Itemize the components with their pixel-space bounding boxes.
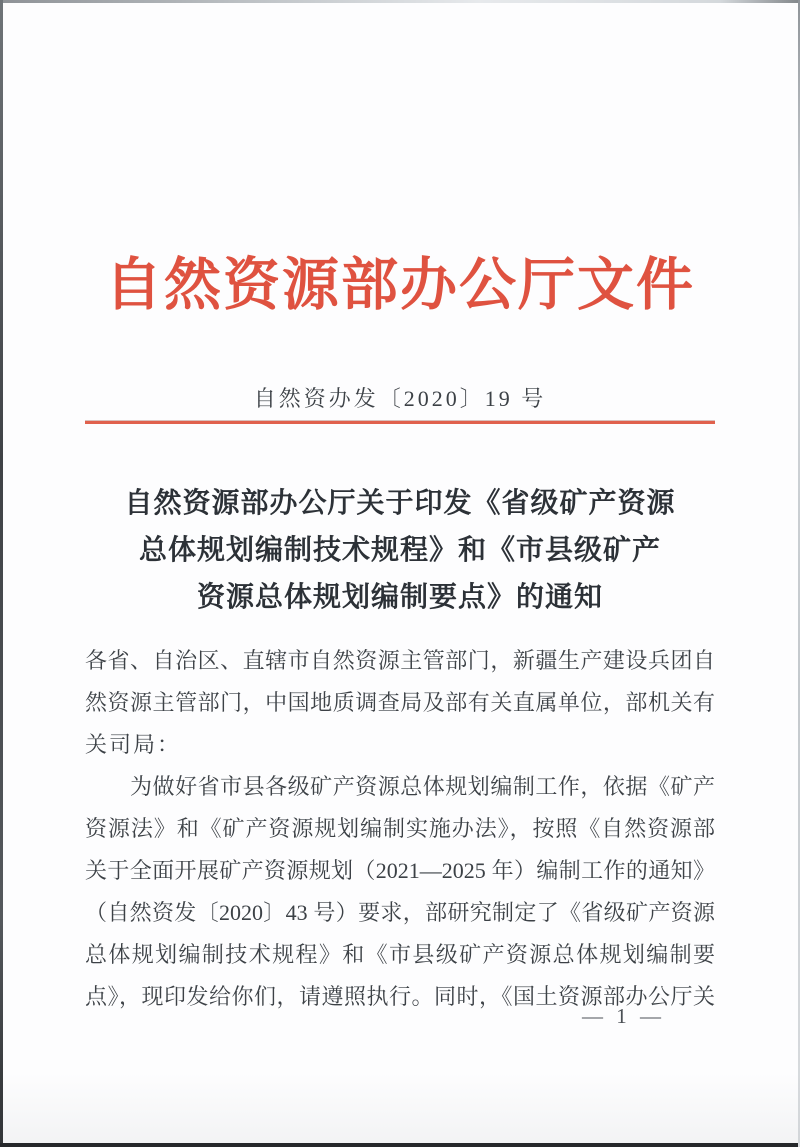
scan-shadow <box>0 1073 800 1143</box>
red-divider-line <box>85 421 715 424</box>
body-line: 资源法》和《矿产资源规划编制实施办法》，按照《自然资源部 <box>85 816 715 841</box>
notice-title-line: 总体规划编制技术规程》和《市县级矿产 <box>138 535 661 566</box>
notice-title-line: 自然资源部办公厅关于印发《省级矿产资源 <box>124 488 676 519</box>
masthead-title: 自然资源部办公厅文件 <box>105 254 695 317</box>
body-line: （自然资发〔2020〕43 号）要求，部研究制定了《省级矿产资源 <box>85 900 715 925</box>
body-line: 然资源主管部门，中国地质调查局及部有关直属单位，部机关有 <box>85 690 715 715</box>
body-line: 关司局： <box>85 732 182 757</box>
notice-title <box>60 480 740 621</box>
body-line: 关于全面开展矿产资源规划（2021—2025 年）编制工作的通知》 <box>85 858 715 883</box>
scan-edge-left <box>0 0 3 1147</box>
body-line: 总体规划编制技术规程》和《市县级矿产资源总体规划编制要 <box>85 942 715 967</box>
body-line: 各省、自治区、直辖市自然资源主管部门，新疆生产建设兵团自 <box>85 648 715 673</box>
notice-body <box>85 640 715 1018</box>
scan-edge-top <box>0 0 800 3</box>
document-number: 自然资办发〔2020〕19 号 <box>253 386 547 411</box>
body-line: 点》，现印发给你们，请遵照执行。同时，《国土资源部办公厅关 <box>85 984 715 1009</box>
body-line: 为做好省市县各级矿产资源总体规划编制工作，依据《矿产 <box>85 774 715 799</box>
scan-edge-bottom <box>0 1143 800 1147</box>
page-number: — 1 — <box>582 1004 665 1028</box>
notice-title-line: 资源总体规划编制要点》的通知 <box>196 582 603 613</box>
